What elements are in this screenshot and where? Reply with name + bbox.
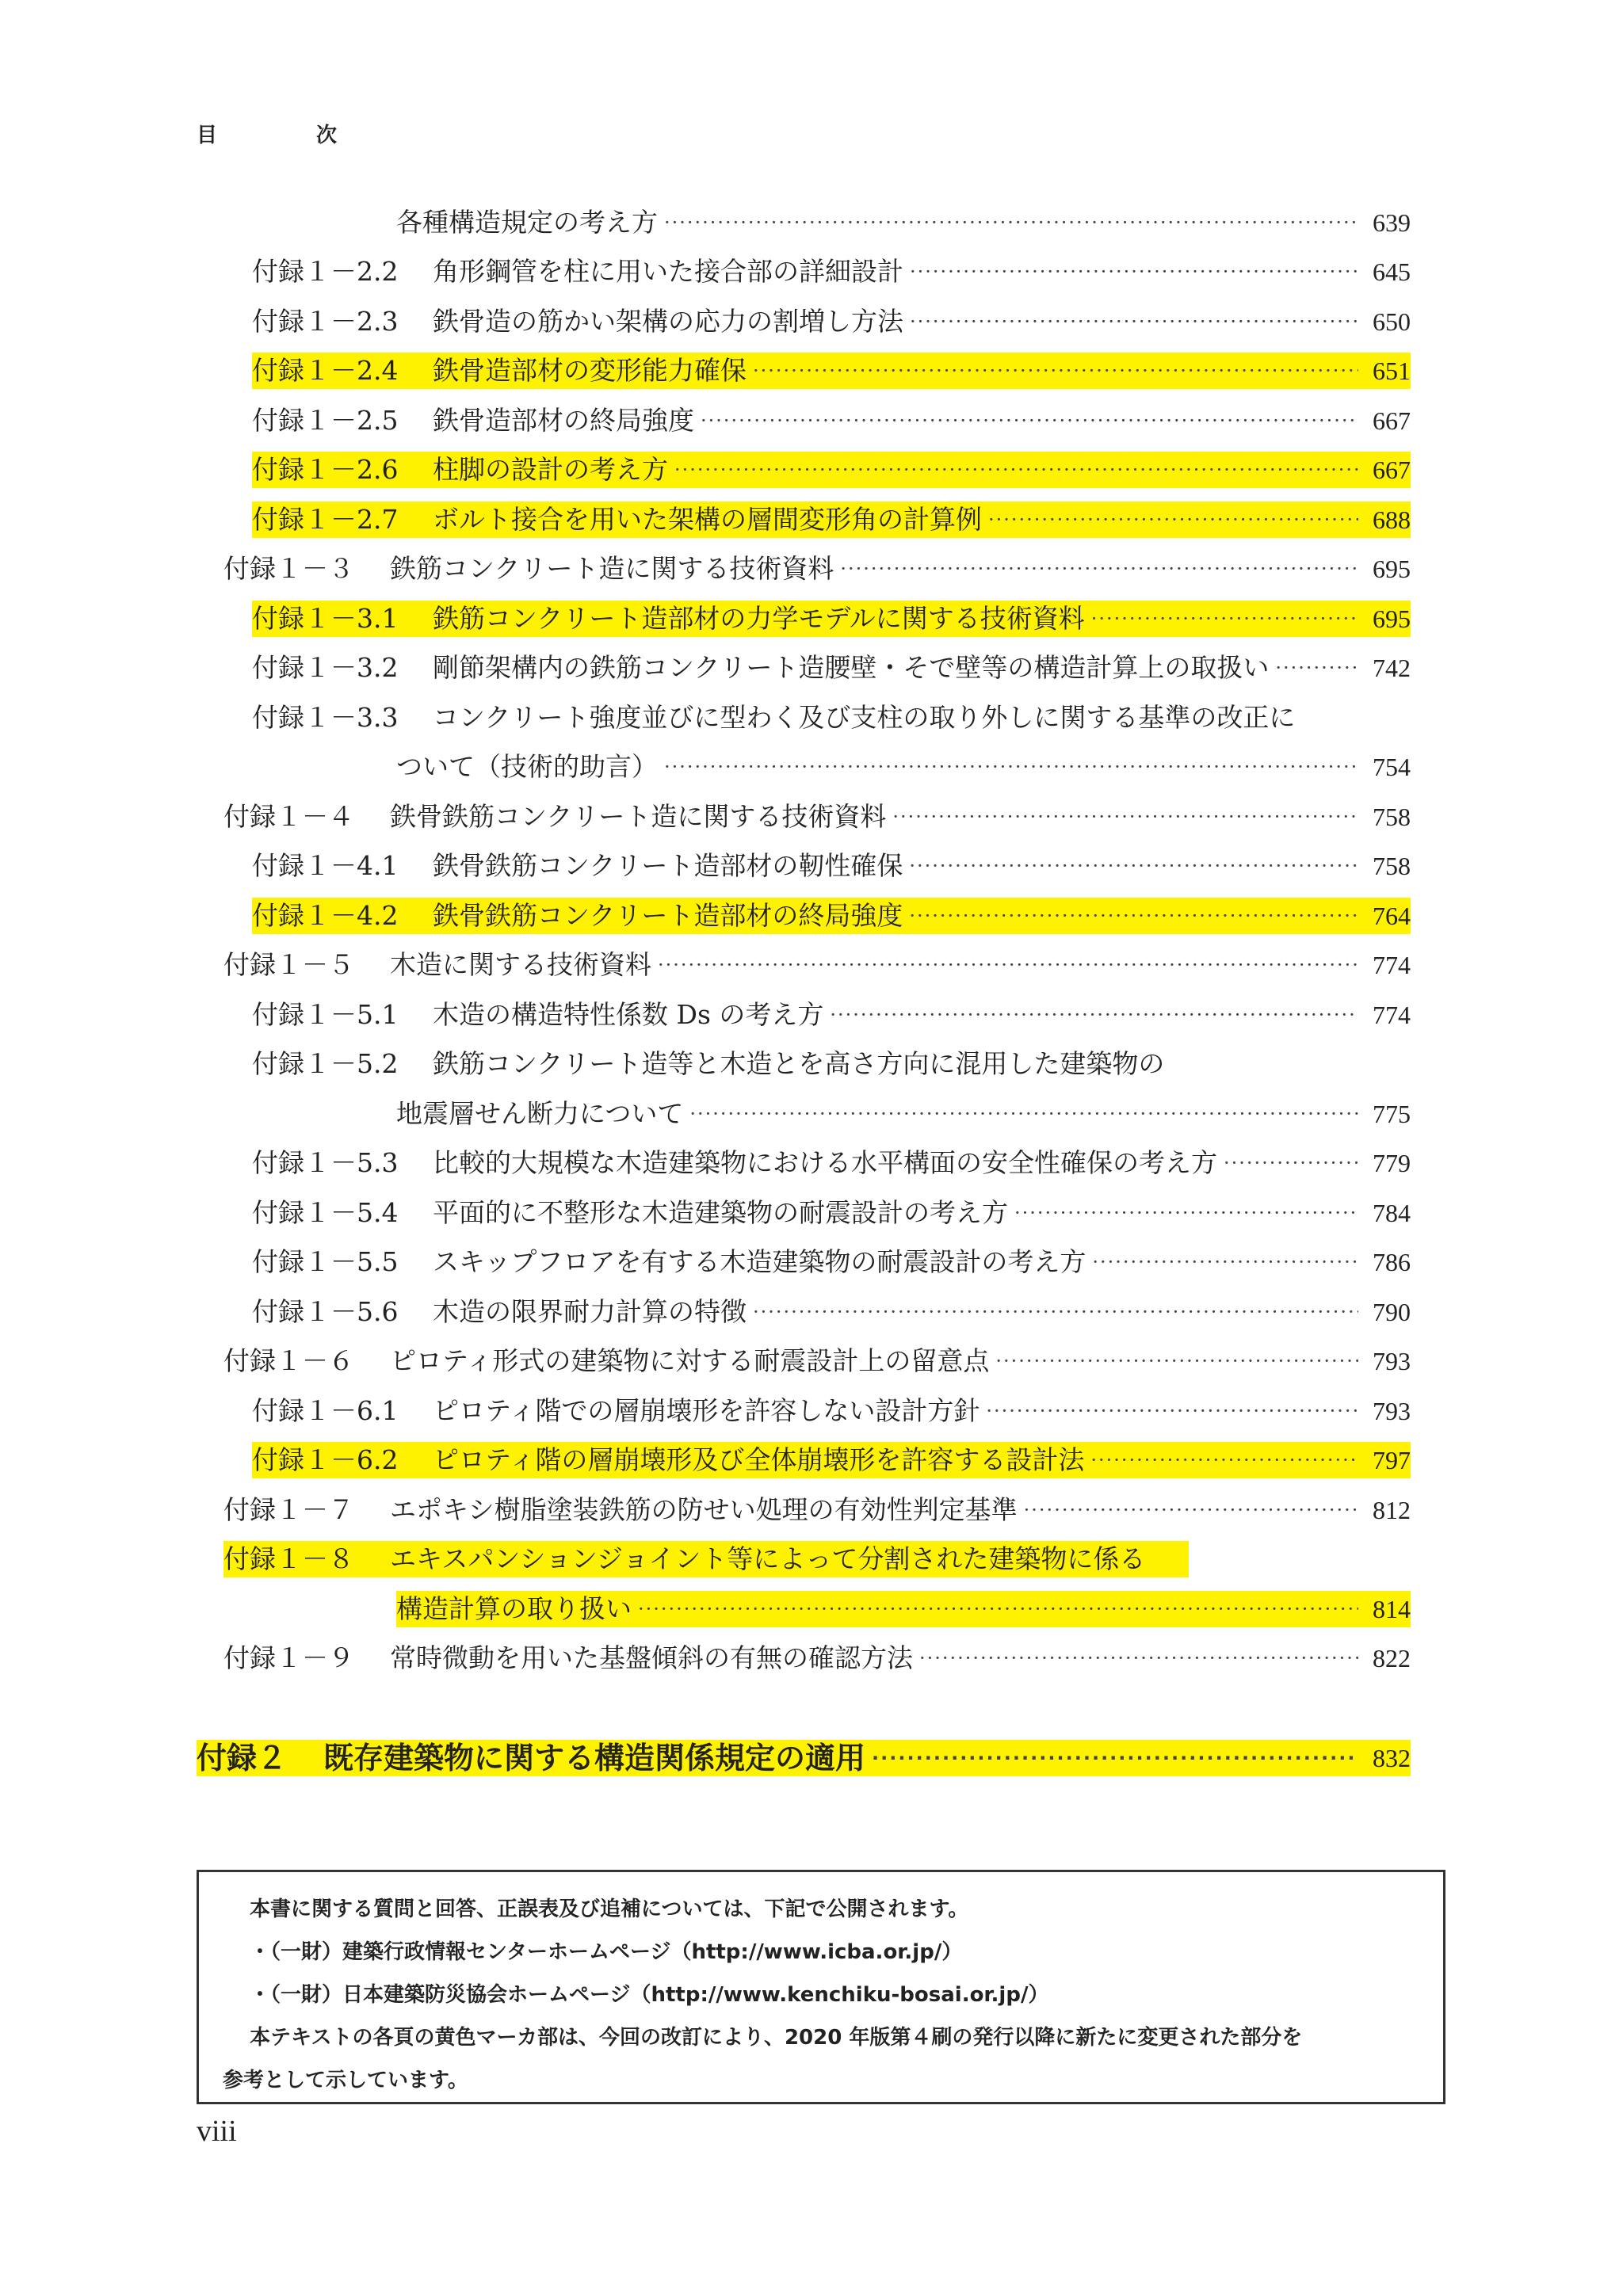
toc-entry-number: 付録１－5.6: [252, 1296, 399, 1327]
toc-entry-number: 付録１－2.5: [252, 405, 399, 436]
toc-entry[interactable]: [252, 1195, 1411, 1231]
toc-entry[interactable]: [252, 700, 1411, 736]
toc-leader-dots: [1091, 601, 1358, 637]
page-header: 目 次: [197, 124, 384, 147]
toc-entry-number: 付録１－4.1: [252, 850, 399, 881]
toc-entry[interactable]: [252, 452, 1411, 488]
toc-leader-dots: [988, 502, 1358, 538]
toc-entry-number: 付録１－2.2: [252, 256, 399, 287]
toc-entry[interactable]: [252, 1393, 1411, 1429]
toc-entry-number: 付録１－5.4: [252, 1197, 399, 1228]
toc-entry-number: 付録１－6.2: [252, 1444, 399, 1475]
toc-entry-title: コンクリート強度並びに型わく及び支柱の取り外しに関する基準の改正に: [433, 702, 1296, 733]
toc-entry-title: 柱脚の設計の考え方: [433, 454, 668, 485]
toc-entry-number: 付録１－2.4: [252, 355, 399, 386]
toc-entry[interactable]: [252, 353, 1411, 389]
toc-entry-title: 鉄骨造の筋かい架構の応力の割増し方法: [433, 306, 903, 337]
toc-entry-page: 822: [1373, 1644, 1411, 1672]
toc-entry-title: 角形鋼管を柱に用いた接合部の詳細設計: [433, 256, 903, 287]
toc-leader-dots: [664, 749, 1358, 785]
toc-entry-number: 付録１－３: [223, 553, 354, 584]
toc-entry-number: 付録１－2.3: [252, 306, 399, 337]
toc-entry-page: 742: [1373, 654, 1411, 682]
toc-entry[interactable]: [223, 1640, 1411, 1676]
toc-entry[interactable]: [252, 601, 1411, 637]
toc-entry[interactable]: [252, 1442, 1411, 1478]
toc-entry-page: 832: [1373, 1744, 1411, 1772]
toc-leader-dots: [995, 1343, 1358, 1379]
toc-entry-page: 774: [1373, 1001, 1411, 1029]
toc-entry[interactable]: [197, 1740, 1411, 1776]
toc-leader-dots: [919, 1640, 1358, 1676]
toc-entry-title: 地震層せん断力について: [396, 1098, 684, 1129]
toc-entry-page: 667: [1373, 456, 1411, 484]
toc-entry[interactable]: [396, 749, 1411, 785]
toc-entry-title: ピロティ形式の建築物に対する耐震設計上の留意点: [390, 1345, 990, 1376]
toc-entry-page: 695: [1373, 605, 1411, 633]
toc-entry[interactable]: [252, 848, 1411, 884]
toc-entry-number: 付録１－5.5: [252, 1246, 399, 1277]
toc-entry-title: 比較的大規模な木造建築物における水平構面の安全性確保の考え方: [433, 1147, 1217, 1178]
toc-leader-dots: [753, 1294, 1358, 1330]
toc-entry-title: ピロティ階の層崩壊形及び全体崩壊形を許容する設計法: [433, 1444, 1085, 1475]
toc-entry-number: 付録１－5.1: [252, 999, 399, 1030]
toc-entry-number: 付録１－5.2: [252, 1048, 399, 1079]
toc-entry[interactable]: [223, 947, 1411, 983]
toc-entry-title: 平面的に不整形な木造建築物の耐震設計の考え方: [433, 1197, 1008, 1228]
toc-leader-dots: [909, 898, 1358, 934]
toc-leader-dots: [872, 1740, 1358, 1776]
toc-entry[interactable]: [396, 1591, 1411, 1627]
toc-entry[interactable]: [252, 502, 1411, 538]
toc-entry-page: 793: [1373, 1397, 1411, 1425]
toc-entry[interactable]: [252, 1244, 1411, 1280]
toc-leader-dots: [701, 402, 1358, 439]
toc-leader-dots: [674, 452, 1358, 488]
toc-leader-dots: [986, 1393, 1358, 1429]
toc-entry-page: 754: [1373, 753, 1411, 781]
toc-leader-dots: [1092, 1244, 1358, 1280]
toc-entry-title: スキップフロアを有する木造建築物の耐震設計の考え方: [433, 1246, 1086, 1277]
toc-entry[interactable]: [252, 303, 1411, 340]
toc-entry-page: 797: [1373, 1446, 1411, 1474]
toc-entry-number: 付録１－3.1: [252, 603, 399, 634]
toc-leader-dots: [1024, 1492, 1358, 1528]
toc-entry-number: 付録１－2.6: [252, 454, 399, 485]
toc-leader-dots: [909, 848, 1358, 884]
page-number: viii: [197, 2115, 237, 2148]
toc-leader-dots: [830, 997, 1358, 1033]
toc-entry-title: 構造計算の取り扱い: [396, 1593, 632, 1624]
toc-entry-title: 木造に関する技術資料: [390, 949, 651, 980]
toc-entry-title: エポキシ樹脂塗装鉄筋の防せい処理の有効性判定基準: [390, 1494, 1018, 1525]
toc-leader-dots: [753, 353, 1358, 389]
toc-entry-page: 812: [1373, 1496, 1411, 1524]
toc-entry-title: 剛節架構内の鉄筋コンクリート造腰壁・そで壁等の構造計算上の取扱い: [433, 652, 1270, 683]
toc-entry-number: 付録１－6.1: [252, 1395, 399, 1426]
toc-entry-title: 鉄筋コンクリート造等と木造とを高さ方向に混用した建築物の: [433, 1048, 1165, 1079]
toc-entry-page: 814: [1373, 1595, 1411, 1623]
toc-leader-dots: [910, 303, 1358, 340]
toc-entry[interactable]: [252, 650, 1411, 686]
toc-leader-dots: [1090, 1442, 1358, 1478]
toc-entry-title: 鉄骨鉄筋コンクリート造部材の終局強度: [433, 900, 903, 931]
toc-entry-page: 667: [1373, 406, 1411, 435]
toc-entry[interactable]: [252, 254, 1411, 290]
toc-entry[interactable]: [252, 1046, 1411, 1082]
toc-entry-number: 付録１－４: [223, 801, 354, 832]
toc-entry-page: 784: [1373, 1199, 1411, 1227]
toc-leader-dots: [1224, 1145, 1358, 1181]
toc-entry[interactable]: [396, 204, 1411, 241]
toc-leader-dots: [892, 799, 1358, 835]
toc-entry[interactable]: [223, 1541, 1189, 1577]
toc-entry-page: 775: [1373, 1100, 1411, 1128]
toc-entry-title: 鉄筋コンクリート造に関する技術資料: [390, 553, 834, 584]
toc-entry-title: 鉄骨鉄筋コンクリート造に関する技術資料: [390, 801, 887, 832]
toc-entry-page: 758: [1373, 852, 1411, 880]
toc-entry-number: 付録１－６: [223, 1345, 354, 1376]
toc-leader-dots: [664, 204, 1358, 241]
toc-entry-title: ついて（技術的助言）: [396, 751, 658, 782]
toc-entry-number: 付録１－5.3: [252, 1147, 399, 1178]
toc-entry-title: ピロティ階での層崩壊形を許容しない設計方針: [433, 1395, 980, 1426]
notice-link-icba[interactable]: ・（一財）建築行政情報センターホームページ（http://www.icba.or.jp/）: [250, 1940, 963, 1964]
notice-line: 参考として示しています。: [223, 2069, 468, 2092]
toc-entry-page: 688: [1373, 505, 1411, 534]
toc-entry-title: 木造の構造特性係数 Ds の考え方: [433, 999, 824, 1030]
toc-entry-number: 付録１－９: [223, 1642, 354, 1673]
toc-entry-page: 790: [1373, 1298, 1411, 1326]
toc-entry-page: 639: [1373, 208, 1411, 237]
toc-entry-title: ボルト接合を用いた架構の層間変形角の計算例: [433, 504, 982, 535]
toc-entry-page: 764: [1373, 902, 1411, 930]
toc-entry-title: 鉄筋コンクリート造部材の力学モデルに関する技術資料: [433, 603, 1085, 634]
toc-entry-number: 付録１－2.7: [252, 504, 399, 535]
toc-entry-page: 758: [1373, 803, 1411, 831]
toc-entry[interactable]: [223, 1343, 1411, 1379]
toc-entry-number: 付録２: [197, 1741, 288, 1775]
toc-entry-number: 付録１－3.3: [252, 702, 399, 733]
toc-entry-title: 鉄骨鉄筋コンクリート造部材の靭性確保: [433, 850, 903, 881]
toc-entry-number: 付録１－4.2: [252, 900, 399, 931]
toc-entry-title: 各種構造規定の考え方: [396, 207, 658, 238]
toc-entry-page: 645: [1373, 257, 1411, 286]
toc-leader-dots: [1275, 650, 1358, 686]
toc-entry-page: 774: [1373, 951, 1411, 979]
toc-entry[interactable]: [252, 898, 1411, 934]
toc-entry-number: 付録１－５: [223, 949, 354, 980]
toc-entry-title: 鉄骨造部材の終局強度: [433, 405, 694, 436]
toc-entry-title: 常時微動を用いた基盤傾斜の有無の確認方法: [390, 1642, 913, 1673]
toc-entry-number: 付録１－７: [223, 1494, 354, 1525]
notice-box: [197, 1870, 1445, 2104]
toc-entry-title: 木造の限界耐力計算の特徴: [433, 1296, 747, 1327]
toc-entry-title: エキスパンションジョイント等によって分割された建築物に係る: [390, 1543, 1146, 1574]
toc-entry[interactable]: [396, 1096, 1411, 1132]
toc-entry-page: 695: [1373, 555, 1411, 583]
toc-leader-dots: [638, 1591, 1358, 1627]
toc-entry[interactable]: [223, 551, 1411, 587]
toc-entry-page: 779: [1373, 1149, 1411, 1177]
notice-line: 本テキストの各頁の黄色マーカ部は、今回の改訂により、2020 年版第４刷の発行以降に新たに変更された部分を: [250, 2026, 1303, 2050]
toc-entry[interactable]: [223, 799, 1411, 835]
toc-leader-dots: [840, 551, 1358, 587]
toc-entry-title: 鉄骨造部材の変形能力確保: [433, 355, 747, 386]
toc-entry[interactable]: [252, 1145, 1411, 1181]
notice-line: 本書に関する質問と回答、正誤表及び追補については、下記で公開されます。: [250, 1897, 969, 1921]
toc-entry-title: 既存建築物に関する構造関係規定の適用: [323, 1741, 866, 1775]
toc-entry[interactable]: [223, 1492, 1411, 1528]
notice-link-kenchiku-bosai[interactable]: ・（一財）日本建築防災協会ホームページ（http://www.kenchiku-bosai.or.jp/）: [250, 1983, 1049, 2007]
toc-leader-dots: [658, 947, 1358, 983]
toc-leader-dots: [910, 254, 1358, 290]
toc-entry[interactable]: [252, 997, 1411, 1033]
toc-entry[interactable]: [252, 1294, 1411, 1330]
toc-entry-number: 付録１－８: [223, 1543, 354, 1574]
toc-entry-page: 793: [1373, 1347, 1411, 1375]
toc-entry[interactable]: [252, 402, 1411, 439]
toc-entry-page: 651: [1373, 357, 1411, 385]
toc-leader-dots: [689, 1096, 1358, 1132]
toc-entry-page: 786: [1373, 1248, 1411, 1276]
toc-leader-dots: [1014, 1195, 1358, 1231]
toc-entry-number: 付録１－3.2: [252, 652, 399, 683]
toc-entry-page: 650: [1373, 307, 1411, 336]
